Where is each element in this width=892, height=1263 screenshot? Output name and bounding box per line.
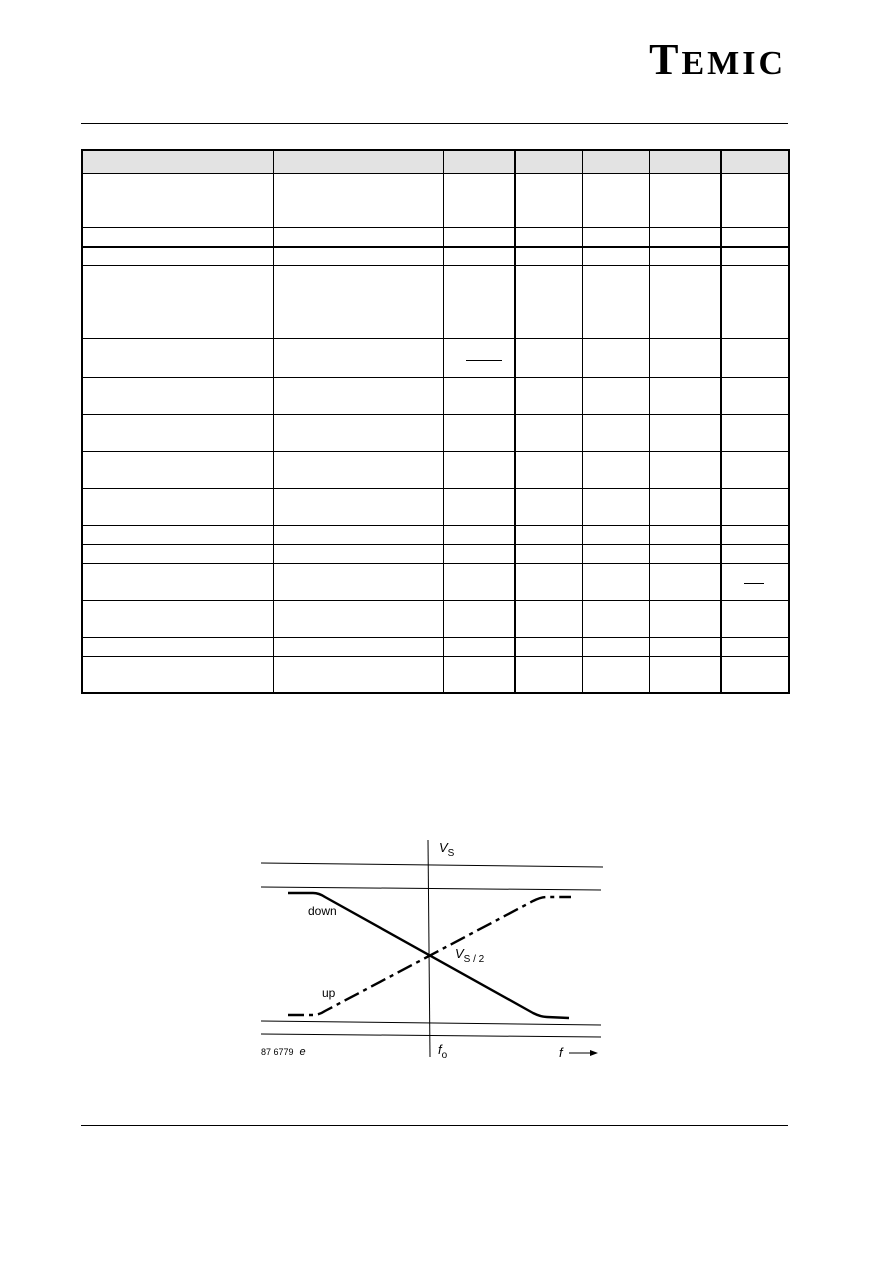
header-rule (81, 123, 788, 124)
f-axis-arrowhead (590, 1050, 598, 1056)
table-row (82, 415, 789, 452)
supply-line-bottom (261, 1021, 601, 1025)
frequency-response-diagram (255, 835, 615, 1070)
table-row (82, 266, 789, 339)
table-row (82, 339, 789, 378)
diagram-code: 87 6779 e (261, 1046, 306, 1058)
table-row (82, 638, 789, 657)
table-row (82, 452, 789, 489)
supply-line-top (261, 887, 601, 890)
table-header-row (82, 150, 789, 174)
footer-rule (81, 1125, 788, 1126)
down-label: down (308, 904, 337, 918)
logo-rest: EMIC (681, 45, 786, 82)
table-row (82, 174, 789, 228)
table-row (82, 601, 789, 638)
table-row (82, 545, 789, 564)
table-row (82, 228, 789, 247)
logo-initial: T (649, 35, 682, 84)
table-row (82, 564, 789, 601)
lower-limit-line (261, 1034, 601, 1037)
upper-limit-line (261, 863, 603, 867)
logo (649, 35, 786, 84)
table-row (82, 378, 789, 415)
table-row (82, 526, 789, 545)
f-axis-label: f (559, 1045, 563, 1060)
overline-mark (744, 583, 764, 584)
f0-label: $f_o$ (438, 1042, 448, 1061)
up-label: up (322, 986, 336, 1000)
vs-label: $V_S$ (439, 840, 455, 859)
table-row (82, 657, 789, 693)
overline-mark (466, 360, 502, 361)
table-row (82, 247, 789, 266)
vs-half-label: $V_{S / 2}$ (455, 946, 485, 965)
vertical-axis (428, 840, 430, 1057)
table-row (82, 489, 789, 526)
spec-table (81, 149, 790, 694)
